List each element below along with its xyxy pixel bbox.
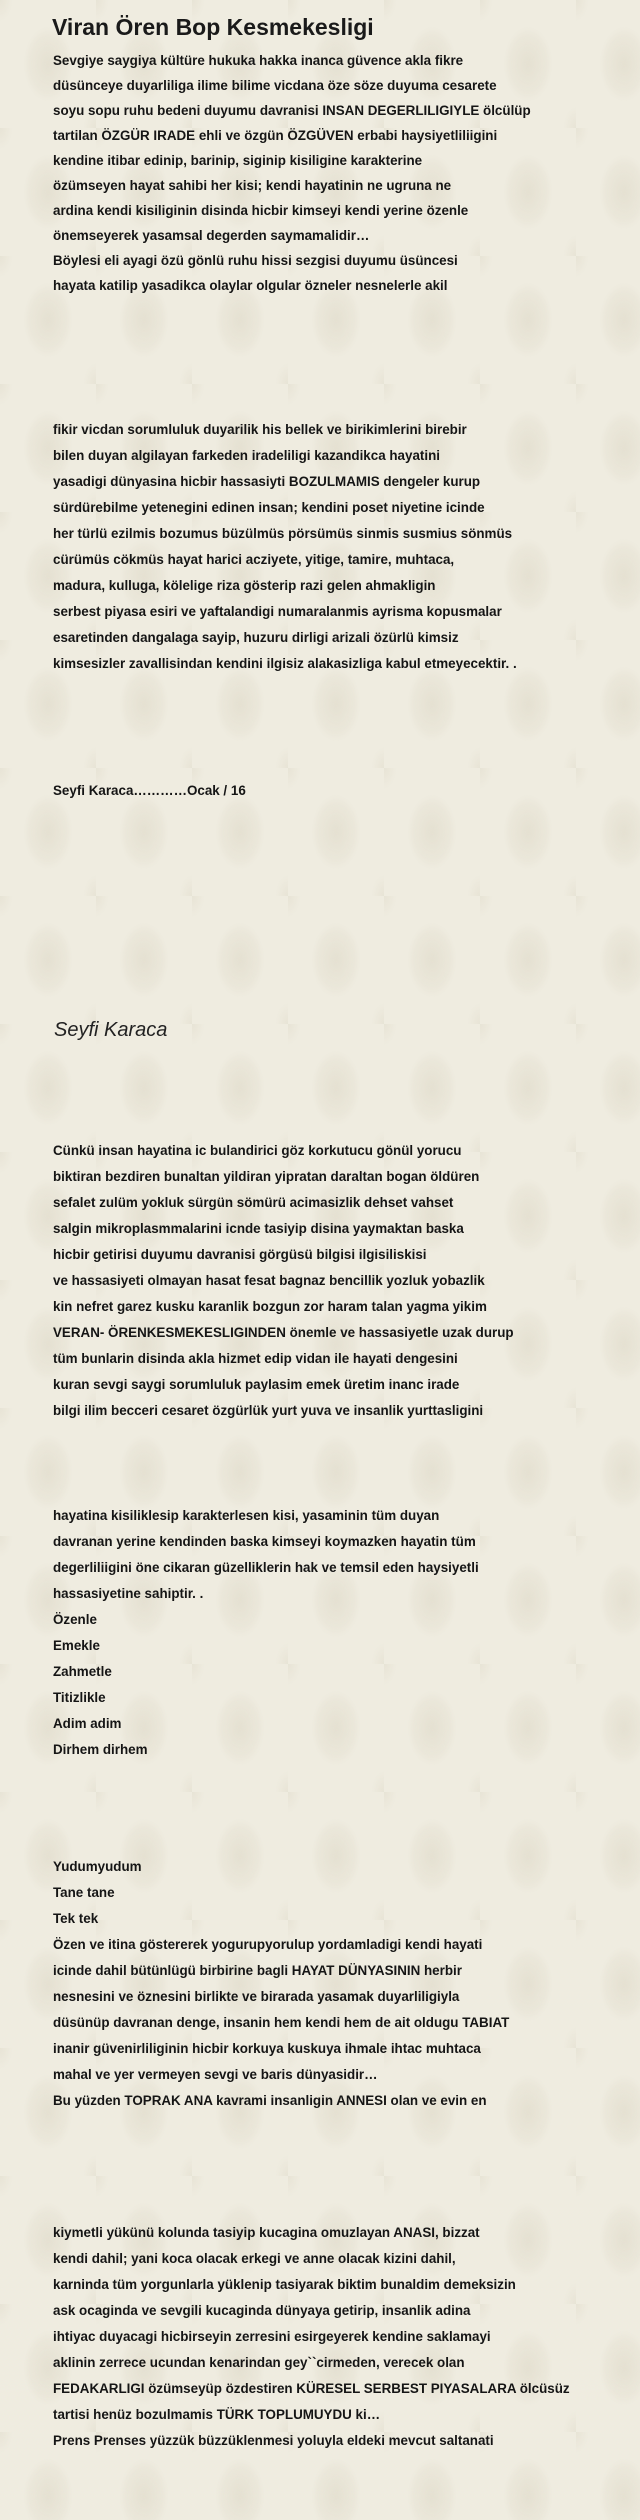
text-line: Tek tek [53, 1911, 99, 1926]
text-line: tüm bunlarin disinda akla hizmet edip vidan ile hayati dengesini [53, 1351, 458, 1366]
text-line: aklinin zerrece ucundan kenarindan gey``cirmeden, verecek olan [53, 2355, 465, 2370]
text-line: Dirhem dirhem [53, 1742, 148, 1757]
text-line: ardina kendi kisiliginin disinda hicbir kimseyi kendi yerine özenle [53, 203, 469, 218]
text-line: Emekle [53, 1638, 100, 1653]
text-line: sürdürebilme yetenegini edinen insan; kendini poset niyetine icinde [53, 500, 485, 515]
text-line: kiymetli yükünü kolunda tasiyip kucagina omuzlayan ANASI, bizzat [53, 2225, 480, 2240]
page-title: Viran Ören Bop Kesmekesligi [52, 14, 374, 40]
text-line: ve hassasiyeti olmayan hasat fesat bagnaz bencillik yozluk yobazlik [53, 1273, 485, 1288]
text-line: sefalet zulüm yokluk sürgün sömürü acimasizlik dehset vahset [53, 1195, 454, 1210]
text-line: Sevgiye saygiya kültüre hukuka hakka inanca güvence akla fikre [53, 53, 464, 68]
text-line: kuran sevgi saygi sorumluluk paylasim emek üretim inanc irade [53, 1377, 460, 1392]
text-line: salgin mikroplasmmalarini icnde tasiyip disina yaymaktan baska [53, 1221, 464, 1236]
text-line: nesnesini ve öznesini birlikte ve birarada yasamak duyarliligiyla [53, 1989, 460, 2004]
text-line: biktiran bezdiren bunaltan yildiran yipratan daraltan bogan öldüren [53, 1169, 480, 1184]
text-line: FEDAKARLIGI özümseyüp özdestiren KÜRESEL SERBEST PIYASALARA ölcüsüz [53, 2381, 570, 2396]
text-line: kimsesizler zavallisindan kendini ilgisiz alakasizliga kabul etmeyecektir. . [53, 656, 517, 671]
text-line: düsünceye duyarliliga ilime bilime vicdana öze söze duyuma cesarete [53, 78, 497, 93]
text-line: tartilan ÖZGÜR IRADE ehli ve özgün ÖZGÜVEN erbabi haysiyetliliigini [53, 128, 498, 143]
text-line: bilen duyan algilayan farkeden iradeliligi kazandikca hayatini [53, 448, 440, 463]
text-line: cürümüs cökmüs hayat harici acziyete, yitige, tamire, muhtaca, [53, 552, 455, 567]
text-line: Tane tane [53, 1885, 115, 1900]
text-line: icinde dahil bütünlügü birbirine bagli HAYAT DÜNYASININ herbir [53, 1963, 462, 1978]
text-line: hayatina kisiliklesip karakterlesen kisi, yasaminin tüm duyan [53, 1508, 440, 1523]
text-line: Adim adim [53, 1716, 122, 1731]
text-line: karninda tüm yorgunlarla yüklenip tasiyarak biktim bunaldim demeksizin [53, 2277, 516, 2292]
text-line: kendine itibar edinip, barinip, siginip kisiligine karakterine [53, 153, 423, 168]
text-line: VERAN- ÖRENKESMEKESLIGINDEN önemle ve hassasiyetle uzak durup [53, 1325, 514, 1340]
text-line: mahal ve yer vermeyen sevgi ve baris dünyasidir… [53, 2067, 378, 2082]
text-line: hicbir getirisi duyumu davranisi görgüsü bilgisi ilgisiliskisi [53, 1247, 427, 1262]
text-line: inanir güvenirliliginin hicbir korkuya kuskuya ihmale ihtac muhtaca [53, 2041, 481, 2056]
text-line: Zahmetle [53, 1664, 112, 1679]
text-line: kin nefret garez kusku karanlik bozgun zor haram talan yagma yikim [53, 1299, 487, 1314]
text-line: önemseyerek yasamsal degerden saymamalidir… [53, 228, 370, 243]
text-line: tartisi henüz bozulmamis TÜRK TOPLUMUYDU ki… [53, 2407, 381, 2422]
text-line: Özenle [53, 1612, 97, 1627]
text-line: bilgi ilim becceri cesaret özgürlük yurt yuva ve insanlik yurttasligini [53, 1403, 484, 1418]
text-line: Böylesi eli ayagi özü gönlü ruhu hissi sezgisi duyumu üsüncesi [53, 253, 458, 268]
text-line: soyu sopu ruhu bedeni duyumu davranisi INSAN DEGERLILIGIYLE ölcülüp [53, 103, 531, 118]
text-line: hayata katilip yasadikca olaylar olgular özneler nesnelerle akil [53, 278, 448, 293]
text-line: kendi dahil; yani koca olacak erkegi ve anne olacak kizini dahil, [53, 2251, 456, 2266]
text-line: davranan yerine kendinden baska kimseyi koymazken hayatin tüm [53, 1534, 476, 1549]
text-line: her türlü ezilmis bozumus büzülmüs pörsümüs sinmis susmius sönmüs [53, 526, 513, 541]
text-line: degerliliigini öne cikaran güzelliklerin hak ve temsil eden haysiyetli [53, 1560, 479, 1575]
text-line: Titizlikle [53, 1690, 106, 1705]
text-line: Prens Prenses yüzzük büzzüklenmesi yoluyla eldeki mevcut saltanati [53, 2433, 494, 2448]
text-line: serbest piyasa esiri ve yaftalandigi numaralanmis ayrisma kopusmalar [53, 604, 502, 619]
text-line: ask ocaginda ve sevgili kucaginda dünyaya getirip, insanlik adina [53, 2303, 471, 2318]
text-line: Yudumyudum [53, 1859, 142, 1874]
text-line: Cünkü insan hayatina ic bulandirici göz korkutucu gönül yorucu [53, 1143, 462, 1158]
text-line: özümseyen hayat sahibi her kisi; kendi hayatinin ne ugruna ne [53, 178, 452, 193]
text-line: fikir vicdan sorumluluk duyarilik his bellek ve birikimlerini birebir [53, 422, 467, 437]
text-line: yasadigi dünyasina hicbir hassasiyti BOZULMAMIS dengeler kurup [53, 474, 481, 489]
text-line: düsünüp davranan denge, insanin hem kendi hem de ait oldugu TABIAT [53, 2015, 510, 2030]
text-line: esaretinden dangalaga sayip, huzuru dirligi arizali özürlü kimsiz [53, 630, 459, 645]
text-line: hassasiyetine sahiptir. . [53, 1586, 204, 1601]
text-line: Seyfi Karaca…………Ocak / 16 [53, 783, 246, 798]
text-line: madura, kulluga, kölelige riza gösterip razi gelen ahmakligin [53, 578, 436, 593]
text-line: Bu yüzden TOPRAK ANA kavrami insanligin ANNESI olan ve evin en [53, 2093, 487, 2108]
text-line: ihtiyac duyacagi hicbirseyin zerresini esirgeyerek kendine saklamayi [53, 2329, 491, 2344]
author-name: Seyfi Karaca [54, 1019, 168, 1041]
text-line: Özen ve itina göstererek yogurupyorulup yordamladigi kendi hayati [53, 1937, 483, 1952]
